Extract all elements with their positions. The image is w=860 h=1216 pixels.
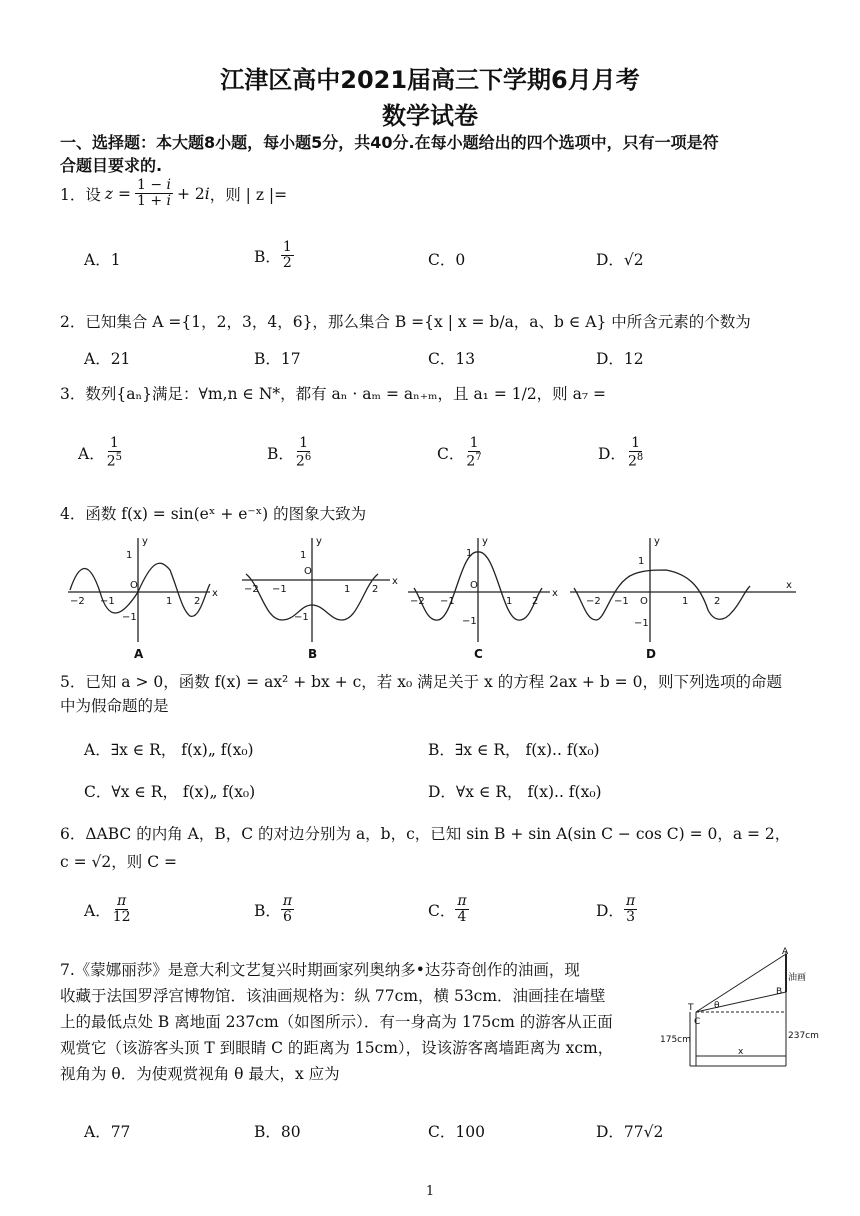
svg-text:y: y (654, 536, 660, 547)
fig-label-h1: 175cm (660, 1035, 691, 1045)
q2-option-c: C．13 (428, 350, 476, 368)
svg-text:1: 1 (300, 550, 307, 561)
svg-text:−2: −2 (410, 596, 425, 607)
section-heading: 一、选择题：本大题8小题，每小题5分，共40分.在每小题给出的四个选项中，只有一项是符 (60, 133, 719, 152)
graph-a (68, 538, 210, 642)
question-3: 3．数列{aₙ}满足：∀m,n ∈ N*，都有 aₙ · aₘ = aₙ₊ₘ，且 a₁ = 1/2，则 a₇ = (60, 385, 606, 403)
fig-label-h2: 237cm (788, 1031, 819, 1041)
svg-text:x: x (786, 580, 792, 591)
svg-text:−1: −1 (462, 616, 477, 627)
q5-option-c: C．∀x ∈ R， f(x)„ f(x₀) (84, 783, 256, 801)
q2-option-a: A．21 (84, 350, 131, 368)
svg-text:1: 1 (126, 550, 133, 561)
question-6-line2: c = √2，则 C = (60, 853, 177, 871)
svg-text:y: y (316, 536, 322, 547)
svg-text:1: 1 (506, 596, 513, 607)
svg-text:−1: −1 (294, 612, 309, 623)
fig-label-b: B (776, 987, 783, 997)
q5-option-a: A．∃x ∈ R， f(x)„ f(x₀) (84, 741, 254, 759)
q6-option-d: D． $\frac{\pi}{3}$ (596, 893, 636, 926)
question-2: 2．已知集合 A ={1，2，3，4，6}，那么集合 B ={x | x = b/a，a、b ∈ A} 中所含元素的个数为 (60, 313, 751, 331)
q3-option-b: B． $\frac{1}{2^6}$ (267, 435, 312, 471)
q3-option-d: D． $\frac{1}{2^8}$ (598, 435, 644, 471)
q7-figure (660, 946, 820, 1070)
q5-option-b: B．∃x ∈ R， f(x).. f(x₀) (428, 741, 600, 759)
q3-option-a: A． $\frac{1}{2^5}$ (78, 435, 122, 471)
q1-option-c: C．0 (428, 251, 466, 269)
question-1: 1．设 z = $\frac{1 - i}{1 + i}$ + 2i ，则 | z |= (60, 177, 288, 210)
q2-option-b: B．17 (254, 350, 301, 368)
q6-option-a: A． $\frac{\pi}{12}$ (84, 893, 131, 926)
svg-text:O: O (470, 580, 478, 591)
fig-label-c: C (694, 1017, 701, 1027)
q4-graphs (60, 530, 800, 662)
svg-text:O: O (304, 566, 312, 577)
q7-option-b: B．80 (254, 1123, 301, 1141)
q6-option-b: B． $\frac{\pi}{6}$ (254, 893, 293, 926)
svg-text:−1: −1 (614, 596, 629, 607)
fig-label-a: A (782, 947, 789, 957)
svg-text:−1: −1 (100, 596, 115, 607)
question-7-line3: 上的最低点处 B 离地面 237cm（如图所示）．有一身高为 175cm 的游客从正面 (60, 1013, 613, 1031)
q2-option-d: D．12 (596, 350, 644, 368)
graph-label-c: C (474, 647, 483, 661)
exam-title: 江津区高中2021届高三下学期6月月考 (220, 66, 640, 94)
q1-option-d: D．√2 (596, 251, 644, 269)
graph-label-d: D (646, 647, 656, 661)
svg-text:1: 1 (466, 548, 473, 559)
question-7-line5: 视角为 θ．为使观赏视角 θ 最大，x 应为 (60, 1065, 340, 1083)
svg-text:x: x (552, 588, 558, 599)
svg-text:O: O (130, 580, 138, 591)
graph-b (242, 538, 390, 642)
svg-text:−2: −2 (586, 596, 601, 607)
fig-label-x: x (738, 1047, 744, 1057)
svg-text:1: 1 (344, 584, 351, 595)
q7-option-a: A．77 (84, 1123, 131, 1141)
svg-text:x: x (212, 588, 218, 599)
svg-text:O: O (640, 596, 648, 607)
question-7-line1: 7.《蒙娜丽莎》是意大利文艺复兴时期画家列奥纳多•达芬奇创作的油画，现 (60, 961, 580, 979)
q7-option-c: C．100 (428, 1123, 485, 1141)
svg-text:2: 2 (532, 596, 539, 607)
svg-text:1: 1 (682, 596, 689, 607)
svg-text:2: 2 (194, 596, 201, 607)
exam-subtitle: 数学试卷 (382, 102, 478, 130)
svg-text:x: x (392, 576, 398, 587)
graph-d (570, 538, 796, 642)
svg-text:−2: −2 (244, 584, 259, 595)
svg-text:1: 1 (166, 596, 173, 607)
question-5-line2: 中为假命题的是 (60, 697, 169, 715)
question-4: 4．函数 f(x) = sin(eˣ + e⁻ˣ) 的图象大致为 (60, 505, 367, 523)
graph-label-a: A (134, 647, 144, 661)
svg-text:−1: −1 (440, 596, 455, 607)
question-5-line1: 5．已知 a > 0，函数 f(x) = ax² + bx + c，若 x₀ 满足关于 x 的方程 2ax + b = 0，则下列选项的命题 (60, 673, 782, 691)
q3-option-c: C． $\frac{1}{2^7}$ (437, 435, 482, 471)
svg-text:y: y (482, 536, 488, 547)
svg-text:−1: −1 (122, 612, 137, 623)
svg-text:y: y (142, 536, 148, 547)
fig-label-painting: 油画 (788, 973, 807, 983)
svg-text:2: 2 (714, 596, 721, 607)
page-number: 1 (425, 1184, 435, 1199)
fig-label-t: T (688, 1003, 694, 1013)
q7-option-d: D．77√2 (596, 1123, 664, 1141)
svg-text:2: 2 (372, 584, 379, 595)
svg-text:1: 1 (638, 556, 645, 567)
graph-label-b: B (308, 647, 318, 661)
question-7-line4: 观赏它（该游客头顶 T 到眼睛 C 的距离为 15cm），设该游客离墙距离为 xcm， (60, 1039, 614, 1057)
q5-option-d: D．∀x ∈ R， f(x).. f(x₀) (428, 783, 602, 801)
question-7-line2: 收藏于法国罗浮宫博物馆．该油画规格为：纵 77cm，横 53cm．油画挂在墙壁 (60, 987, 606, 1005)
q1-option-b: B． $\frac{1}{2}$ (254, 239, 292, 272)
q1-option-a: A．1 (84, 251, 121, 269)
question-6-line1: 6．ΔABC 的内角 A，B，C 的对边分别为 a，b，c，已知 sin B + sin A(sin C − cos C) = 0，a = 2， (60, 825, 791, 843)
svg-text:−2: −2 (70, 596, 85, 607)
q6-option-c: C． $\frac{\pi}{4}$ (428, 893, 467, 926)
fig-label-theta: θ (714, 1001, 720, 1011)
svg-text:−1: −1 (634, 618, 649, 629)
section-heading-cont: 合题目要求的. (60, 156, 163, 175)
graph-c (408, 538, 550, 642)
svg-text:−1: −1 (272, 584, 287, 595)
